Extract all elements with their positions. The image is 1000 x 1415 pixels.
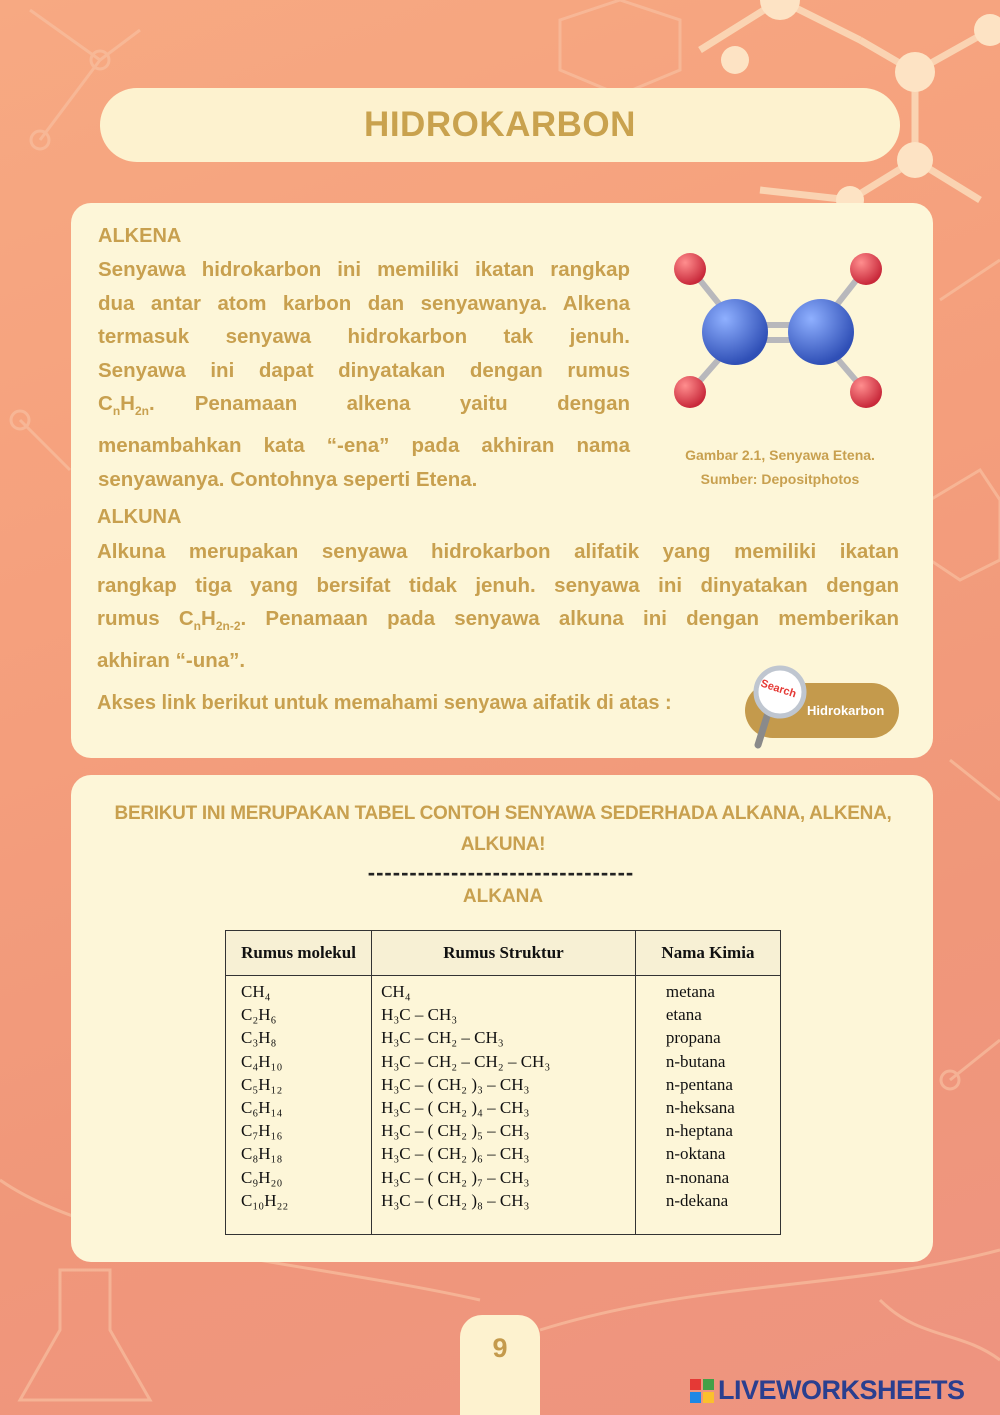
alkena-line-5-rest: Penamaan alkena yaitu dengan — [194, 392, 630, 416]
rumus-molekul-cell: C₅H₁₂ — [226, 1073, 372, 1096]
table-row — [226, 1119, 781, 1142]
rumus-molekul-cell: C₄H₁₀ — [226, 1050, 372, 1073]
table-row — [226, 1073, 781, 1096]
table-row — [226, 1026, 781, 1049]
image-caption — [670, 443, 890, 491]
nama-kimia-cell: n-oktana — [635, 1142, 780, 1165]
caption-line-2: Sumber: Depositphotos — [700, 471, 860, 487]
caption-line-1: Gambar 2.1, Senyawa Etena. — [685, 447, 875, 463]
table-row — [226, 1003, 781, 1026]
table-title-line-2: ALKUNA! — [460, 834, 546, 855]
alkuna-line-1: Alkuna merupakan senyawa hidrokarbon alifatik yang memiliki ikatan — [97, 540, 899, 563]
page-title: HIDROKARBON — [364, 105, 636, 144]
rumus-molekul-cell: C₃H₈ — [226, 1026, 372, 1049]
rumus-struktur-cell: H₃C – ( CH₂ )₈ – CH₃ — [372, 1189, 636, 1235]
table-row — [226, 1050, 781, 1073]
title-banner — [100, 88, 900, 162]
alkena-line-5 — [98, 387, 630, 429]
rumus-struktur-cell: H₃C – CH₂ – CH₃ — [372, 1026, 636, 1049]
magnifier-icon — [750, 665, 810, 750]
table-row — [226, 1166, 781, 1189]
alkena-line-1: Senyawa hidrokarbon ini memiliki ikatan rangkap — [98, 258, 630, 281]
rumus-struktur-cell: H₃C – ( CH₂ )₃ – CH₃ — [372, 1073, 636, 1096]
rumus-struktur-cell: H₃C – ( CH₂ )₇ – CH₃ — [372, 1166, 636, 1189]
nama-kimia-cell: n-pentana — [635, 1073, 780, 1096]
table-title-line-1: BERIKUT INI MERUPAKAN TABEL CONTOH SENYAWA SEDERHADA ALKANA, ALKENA, — [114, 803, 892, 824]
nama-kimia-cell: metana — [635, 976, 780, 1004]
rumus-struktur-cell: CH₄ — [372, 976, 636, 1004]
rumus-struktur-cell: H₃C – ( CH₂ )₄ – CH₃ — [372, 1096, 636, 1119]
rumus-molekul-cell: C₁₀H₂₂ — [226, 1189, 372, 1235]
nama-kimia-cell: propana — [635, 1026, 780, 1049]
link-instruction: Akses link berikut untuk memahami senyawa aifatik di atas : — [97, 692, 672, 714]
nama-kimia-cell: n-heksana — [635, 1096, 780, 1119]
alkuna-line-3: rumus $C_nH_{2n-2}$. Penamaan pada senyawa alkuna ini dengan memberikan — [97, 607, 899, 634]
etena-molecule-image — [665, 245, 895, 425]
alkena-formula: $C_nH_{2n}$. — [98, 392, 155, 419]
table-row — [226, 1142, 781, 1165]
alkena-line-7: senyawanya. Contohnya seperti Etena. — [98, 467, 478, 491]
separator-dashes: -------------------------------- — [367, 860, 635, 885]
alkena-paragraph — [98, 253, 630, 496]
header-rumus-struktur: Rumus Struktur — [372, 931, 636, 976]
table-row — [226, 1189, 781, 1235]
alkuna-line-2: rangkap tiga yang bersifat tidak jenuh. senyawa ini dinyatakan dengan — [97, 573, 899, 597]
liveworksheets-watermark — [690, 1375, 965, 1406]
alkana-subtitle: ALKANA — [462, 886, 544, 907]
header-nama-kimia: Nama Kimia — [635, 931, 780, 976]
liveworksheets-logo-icon — [690, 1379, 714, 1403]
link-button-label: Hidrokarbon — [807, 703, 885, 718]
table-row — [226, 976, 781, 1004]
table-section-title — [100, 798, 906, 860]
alkena-line-3: termasuk senyawa hidrokarbon tak jenuh. — [98, 325, 630, 349]
alkena-line-4: Senyawa ini dapat dinyatakan dengan rumus — [98, 358, 630, 382]
rumus-molekul-cell: C₇H₁₆ — [226, 1119, 372, 1142]
watermark-text: LIVEWORKSHEETS — [718, 1375, 965, 1405]
nama-kimia-cell: n-dekana — [635, 1189, 780, 1235]
alkuna-paragraph — [97, 535, 899, 677]
search-icon-label: Search — [759, 677, 798, 701]
table-row — [226, 1096, 781, 1119]
rumus-struktur-cell: H₃C – ( CH₂ )₆ – CH₃ — [372, 1142, 636, 1165]
nama-kimia-cell: n-nonana — [635, 1166, 780, 1189]
rumus-molekul-cell: C₂H₆ — [226, 1003, 372, 1026]
table-header-row — [226, 931, 781, 976]
nama-kimia-cell: n-butana — [635, 1050, 780, 1073]
alkuna-heading: ALKUNA — [97, 506, 182, 528]
nama-kimia-cell: etana — [635, 1003, 780, 1026]
rumus-struktur-cell: H₃C – CH₃ — [372, 1003, 636, 1026]
page-number-tab — [460, 1315, 540, 1415]
alkena-line-6: menambahkan kata “-ena” pada akhiran nama — [98, 434, 630, 458]
rumus-struktur-cell: H₃C – CH₂ – CH₂ – CH₃ — [372, 1050, 636, 1073]
alkena-line-2: dua antar atom karbon dan senyawanya. Alkena — [98, 291, 630, 315]
rumus-molekul-cell: C₉H₂₀ — [226, 1166, 372, 1189]
nama-kimia-cell: n-heptana — [635, 1119, 780, 1142]
rumus-molekul-cell: CH₄ — [226, 976, 372, 1004]
rumus-molekul-cell: C₈H₁₈ — [226, 1142, 372, 1165]
header-rumus-molekul: Rumus molekul — [226, 931, 372, 976]
alkana-table — [225, 930, 781, 1235]
alkena-heading: ALKENA — [98, 225, 182, 247]
alkuna-line-4: akhiran “-una”. — [97, 648, 246, 672]
page-number: 9 — [492, 1333, 508, 1363]
rumus-struktur-cell: H₃C – ( CH₂ )₅ – CH₃ — [372, 1119, 636, 1142]
rumus-molekul-cell: C₆H₁₄ — [226, 1096, 372, 1119]
